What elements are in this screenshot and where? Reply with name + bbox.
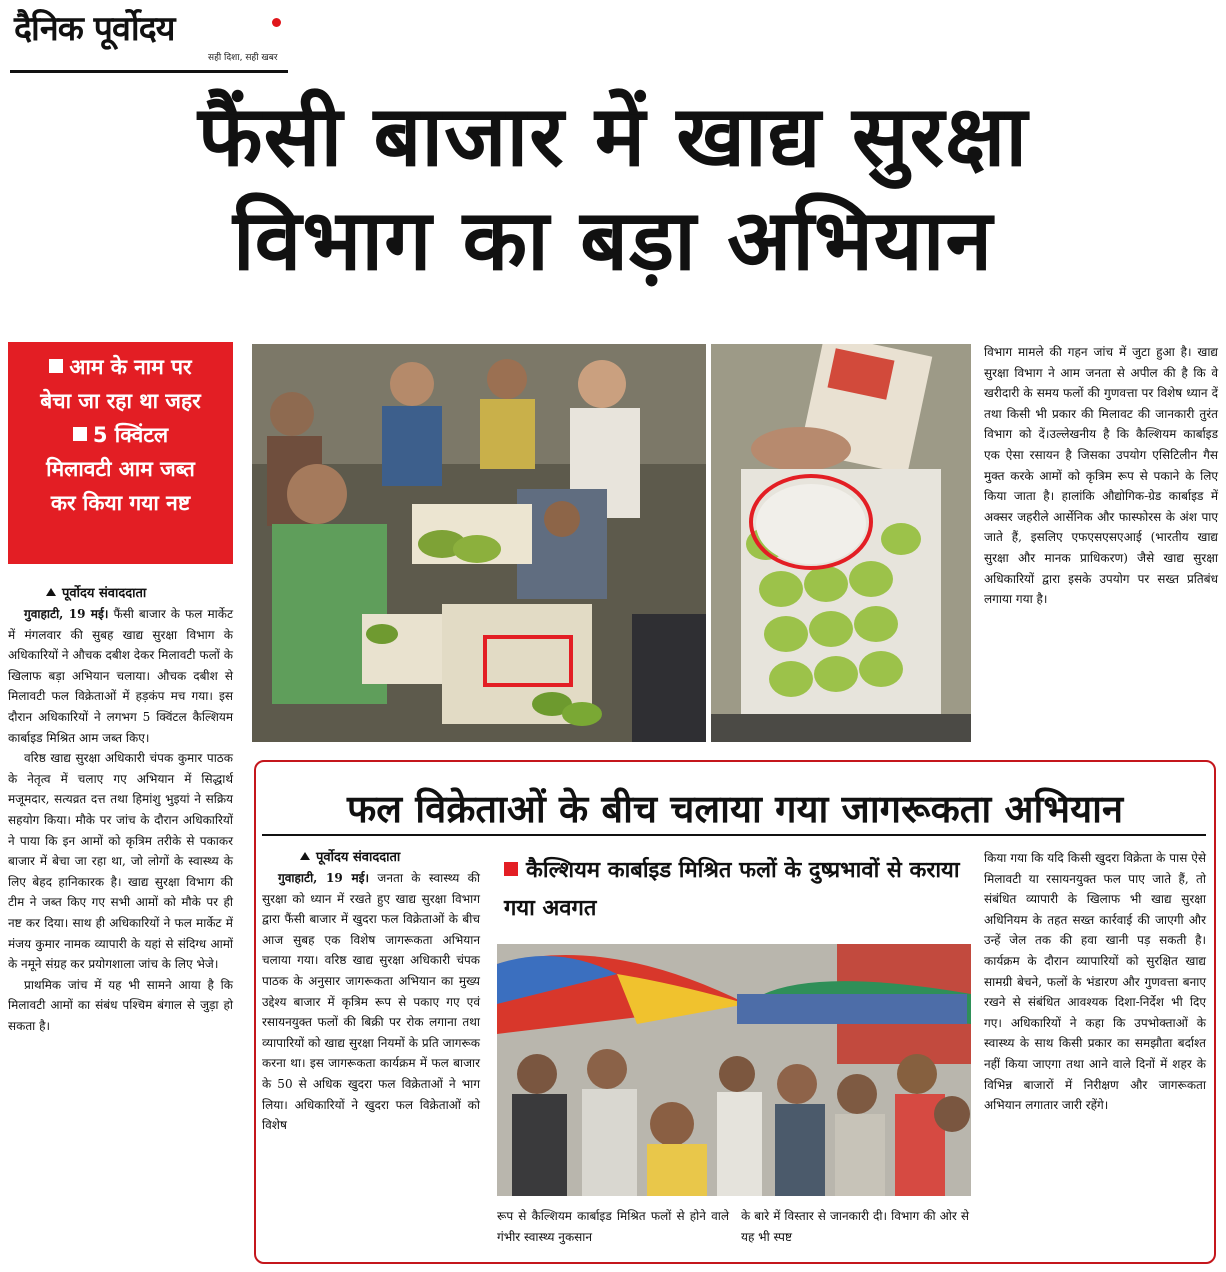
highlight-line: 5 क्विंटल xyxy=(14,418,227,452)
photo-market-inspection xyxy=(252,344,706,742)
photo-awareness-meeting xyxy=(497,944,971,1196)
highlight-line: मिलावटी आम जब्त xyxy=(46,457,195,481)
feature-title-rule xyxy=(262,834,1206,836)
newspaper-name: दैनिक पूर्वोदय xyxy=(14,9,175,49)
bullet-square-icon xyxy=(49,359,63,373)
story2-text-below-photo-left: रूप से कैल्शियम कार्बाइड मिश्रित फलों से होने वाले गंभीर स्वास्थ्य नुकसान xyxy=(497,1209,729,1244)
story1-dateline: गुवाहाटी, 19 मई। xyxy=(24,607,109,621)
story2-column-right xyxy=(984,848,1206,1116)
headline-line-2: विभाग का बड़ा अभियान xyxy=(232,191,994,289)
story1-byline: पूर्वोदय संवाददाता xyxy=(8,584,233,604)
highlight-line: आम के नाम पर xyxy=(14,350,227,384)
highlight-line: बेचा जा रहा था जहर xyxy=(40,389,201,413)
story2-dateline: गुवाहाटी, 19 मई। xyxy=(278,871,370,885)
feature-title: फल विक्रेताओं के बीच चलाया गया जागरूकता अभियान xyxy=(346,787,1124,831)
bullet-square-icon xyxy=(73,427,87,441)
story2-byline: पूर्वोदय संवाददाता xyxy=(262,848,480,868)
highlights-box xyxy=(8,342,233,564)
masthead xyxy=(10,4,288,74)
highlight-line: कर किया गया नष्ट xyxy=(50,491,191,515)
story2-column-left xyxy=(262,848,480,1136)
bullet-square-icon xyxy=(504,862,518,876)
main-headline xyxy=(10,84,1216,292)
masthead-dot-icon xyxy=(272,18,281,27)
story1-column-right xyxy=(984,342,1218,610)
headline-line-1: फैंसी बाजार में खाद्य सुरक्षा xyxy=(197,87,1029,185)
byline-triangle-icon xyxy=(300,852,310,860)
story2-paragraph-1: गुवाहाटी, 19 मई। जनता के स्वास्थ्य की सुरक्षा को ध्यान में रखते हुए खाद्य सुरक्षा विभाग द्वारा फैंसी बाजार में खुदरा फल विक्रेताओं के बीच आज सुबह एक विशेष जागरूकता अभियान चलाया गया। वरिष्ठ खाद्य सुरक्षा अधिकारी चंपक पाठक के अनुसार जागरूकता अभियान का मुख्य उद्देश्य बाजार में कृत्रिम रूप से पकाए गए एवं रसायनयुक्त फलों की बिक्री पर रोक लगाना तथा व्यापारियों को खाद्य सुरक्षा नियमों के प्रति जागरूक करना था। इस जागरूकता कार्यक्रम में फल बाजार के 50 से अधिक खुदरा फल विक्रेताओं ने भाग लिया। अधिकारियों ने खुदरा फल विक्रेताओं को विशेष xyxy=(262,871,480,1133)
story2-text-below-photo-right: के बारे में विस्तार से जानकारी दी। विभाग की ओर से यह भी स्पष्ट xyxy=(741,1209,969,1244)
feature-subheadline: कैल्शियम कार्बाइड मिश्रित फलों के दुष्प्रभावों से कराया गया अवगत xyxy=(504,858,960,921)
masthead-rule xyxy=(10,70,288,73)
story2-paragraph-2: किया गया कि यदि किसी खुदरा विक्रेता के पास ऐसे मिलावटी या रसायनयुक्त फल पाए जाते हैं, तो संबंधित व्यापारी के खिलाफ भी खाद्य सुरक्षा अधिनियम के तहत सख्त कार्रवाई की जाएगी और उन्हें जेल तक की हवा खानी पड़ सकती है। कार्यक्रम के दौरान व्यापारियों को सुरक्षित खाद्य सामग्री बेचने, फलों के भंडारण और गुणवत्ता बनाए रखने से संबंधित आवश्यक दिशा-निर्देश भी दिए गए। अधिकारियों ने कहा कि उपभोक्ताओं के स्वास्थ्य के साथ किसी प्रकार का समझौता बर्दाश्त नहीं किया जाएगा तथा आने वाले दिनों में शहर के विभिन्न बाजारों में निरीक्षण और जागरूकता अभियान लगातार जारी रहेंगे। xyxy=(984,851,1206,1113)
story1-paragraph-4: विभाग मामले की गहन जांच में जुटा हुआ है। खाद्य सुरक्षा विभाग ने आम जनता से अपील की है कि वे खरीदारी के समय फलों की गुणवत्ता पर विशेष ध्यान दें तथा किसी भी प्रकार की मिलावट की जानकारी तुरंत विभाग को दें।उल्लेखनीय है कि कैल्शियम कार्बाइड एक ऐसा रसायन है जिसका उपयोग एसिटिलीन गैस मुक्त करके आमों को कृत्रिम रूप से पकाने के लिए किया जाता है। हालांकि औद्योगिक-ग्रेड कार्बाइड में अक्सर जहरीले आर्सेनिक और फास्फोरस के अंश पाए जाते हैं, इसलिए एफएसएसएआई (भारतीय खाद्य सुरक्षा और मानक प्राधिकरण) जैसे खाद्य सुरक्षा अधिकारियों द्वारा इसके उपयोग पर सख्त प्रतिबंध लगाया गया है। xyxy=(984,345,1218,607)
newspaper-tagline: सही दिशा, सही खबर xyxy=(208,53,278,63)
story1-paragraph-1: गुवाहाटी, 19 मई। फैंसी बाजार के फल मार्केट में मंगलवार की सुबह खाद्य सुरक्षा विभाग के अधिकारियों ने औचक दबीश देकर मिलावटी फलों के खिलाफ बड़ा अभियान चलाया। औचक दबीश से मिलावटी फल विक्रेताओं में हड़कंप मच गया। इस दौरान अधिकारियों ने लगभग 5 क्विंटल कैल्शियम कार्बाइड मिश्रित आम जब्त किए। xyxy=(8,607,233,745)
photo-carbide-packet xyxy=(711,344,971,742)
byline-triangle-icon xyxy=(46,588,56,596)
story1-paragraph-3: प्राथमिक जांच में यह भी सामने आया है कि मिलावटी आमों का संबंध पश्चिम बंगाल से जुड़ा हो सकता है। xyxy=(8,977,233,1033)
story1-column-left xyxy=(8,584,233,1036)
story1-paragraph-2: वरिष्ठ खाद्य सुरक्षा अधिकारी चंपक कुमार पाठक के नेतृत्व में चलाए गए अभियान में सिद्धार्थ मजूमदार, सत्यव्रत दत्त तथा हिमांशु भुइयां ने सक्रिय सहयोग किया। मौके पर जांच के दौरान अधिकारियों ने पाया कि इन आमों को कृत्रिम तरीके से पकाकर बाजार में बेचा जा रहा था, जो लोगों के स्वास्थ्य के लिए बेहद हानिकारक है। खाद्य सुरक्षा विभाग की टीम ने जब्त किए गए सभी आमों को मौके पर ही नष्ट कर दिया। साथ ही अधिकारियों ने फल मार्केट में मंजय कुमार नामक व्यापारी के यहां से संदिग्ध आमों के नमूने संग्रह कर प्रयोगशाला जांच के लिए भेजे। xyxy=(8,751,233,972)
